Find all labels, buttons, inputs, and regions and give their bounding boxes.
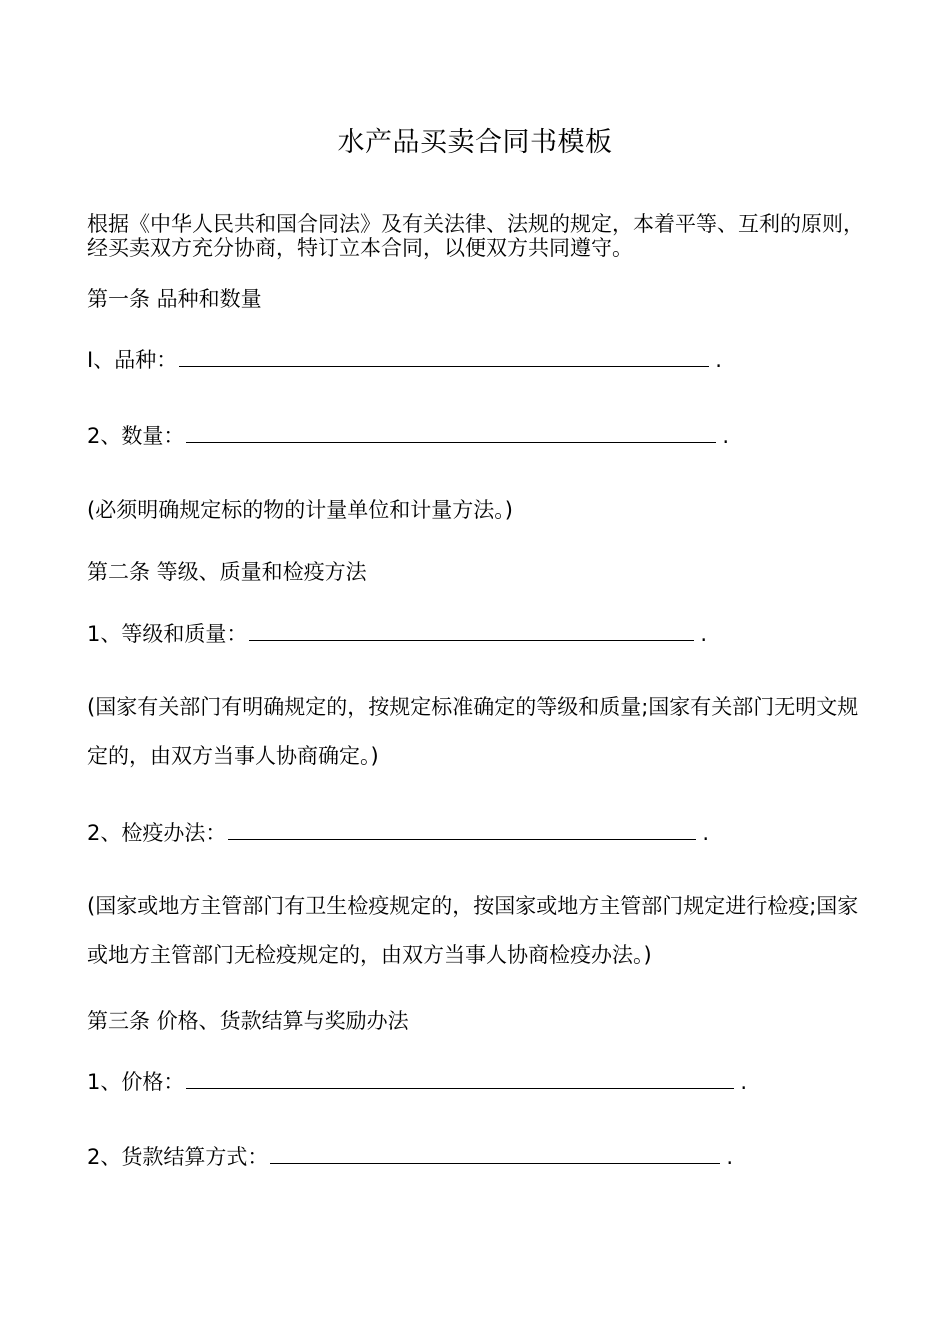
line-end-mark: . xyxy=(726,1145,734,1169)
article-3-heading: 第三条 价格、货款结算与奖励办法 xyxy=(87,1009,409,1033)
article-2-note-1: (国家有关部门有明确规定的，按规定标准确定的等级和质量;国家有关部门无明文规定的，由双方当事人协商确定。) xyxy=(87,695,859,768)
document-title: 水产品买卖合同书模板 xyxy=(337,127,613,158)
line-end-mark: . xyxy=(700,622,708,646)
price-label: 1、价格： xyxy=(87,1070,185,1094)
article-1-heading: 第一条 品种和数量 xyxy=(87,287,262,311)
quantity-label: 2、数量： xyxy=(87,424,185,448)
line-end-mark: . xyxy=(702,821,710,845)
grade-quality-label: 1、等级和质量： xyxy=(87,622,248,646)
line-end-mark: . xyxy=(740,1070,748,1094)
quarantine-blank-field[interactable] xyxy=(228,819,696,840)
article-2-heading: 第二条 等级、质量和检疫方法 xyxy=(87,560,367,584)
quantity-line xyxy=(87,422,729,450)
payment-method-blank-field[interactable] xyxy=(270,1143,720,1164)
grade-quality-line xyxy=(87,620,707,648)
line-end-mark: . xyxy=(715,348,722,372)
quarantine-label: 2、检疫办法： xyxy=(87,821,227,845)
intro-paragraph: 根据《中华人民共和国合同法》及有关法律、法规的规定，本着平等、互利的原则，经买卖双方充分协商，特订立本合同，以便双方共同遵守。 xyxy=(87,212,864,260)
grade-quality-blank-field[interactable] xyxy=(249,620,694,641)
quantity-blank-field[interactable] xyxy=(186,422,716,443)
payment-method-label: 2、货款结算方式： xyxy=(87,1145,269,1169)
price-blank-field[interactable] xyxy=(186,1068,734,1089)
line-end-mark: . xyxy=(722,424,730,448)
variety-line xyxy=(87,346,722,374)
quarantine-line xyxy=(87,819,709,847)
price-line xyxy=(87,1068,747,1096)
article-1-note: (必须明确规定标的物的计量单位和计量方法。) xyxy=(87,498,513,522)
variety-blank-field[interactable] xyxy=(179,346,709,367)
payment-method-line xyxy=(87,1143,733,1171)
variety-label: I、品种： xyxy=(87,348,178,372)
article-2-note-2: (国家或地方主管部门有卫生检疫规定的，按国家或地方主管部门规定进行检疫;国家或地方主管部门无检疫规定的，由双方当事人协商检疫办法。) xyxy=(87,894,859,967)
